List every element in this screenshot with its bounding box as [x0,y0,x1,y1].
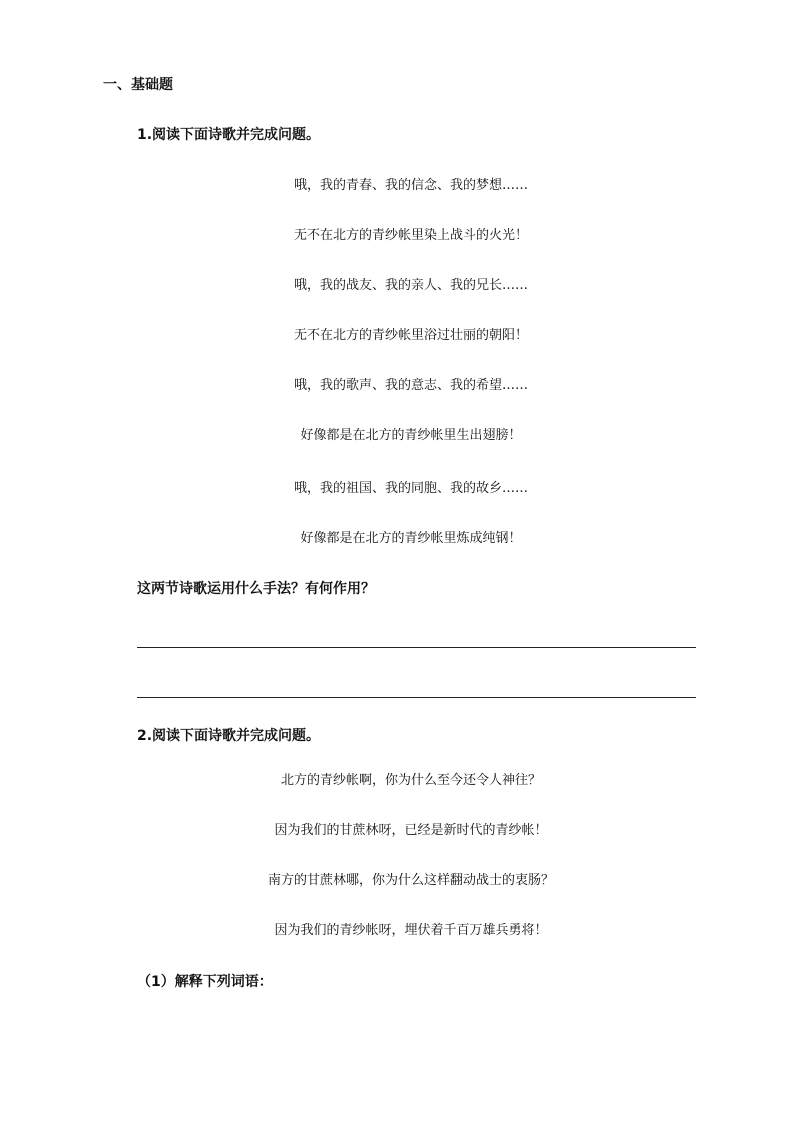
question-2-subquestion-1: （1）解释下列词语： [137,974,273,990]
poem-line: 因为我们的甘蔗林呀，已经是新时代的青纱帐！ [274,823,548,838]
poem-line: 哦，我的歌声、我的意志、我的希望…… [293,378,528,393]
poem-line: 无不在北方的青纱帐里染上战斗的火光！ [293,228,528,243]
question-1-title: 1.阅读下面诗歌并完成问题。 [137,127,321,143]
poem-line: 好像都是在北方的青纱帐里炼成纯钢！ [300,531,522,546]
poem-line: 哦，我的祖国、我的同胞、我的故乡…… [293,481,528,496]
question-2-title: 2.阅读下面诗歌并完成问题。 [137,728,321,744]
poem-line: 哦，我的战友、我的亲人、我的兄长…… [293,278,528,293]
poem-line: 哦，我的青春、我的信念、我的梦想…… [293,178,528,193]
poem-line: 南方的甘蔗林哪，你为什么这样翻动战士的衷肠？ [267,873,554,888]
poem-line: 无不在北方的青纱帐里浴过壮丽的朝阳！ [293,328,528,343]
poem-line: 好像都是在北方的青纱帐里生出翅膀！ [300,428,522,443]
answer-line-2[interactable] [137,697,696,698]
poem-line: 北方的青纱帐啊，你为什么至今还令人神往？ [280,773,541,788]
section-heading: 一、基础题 [103,77,173,93]
poem-line: 因为我们的青纱帐呀，埋伏着千百万雄兵勇将！ [274,923,548,938]
question-1-prompt: 这两节诗歌运用什么手法？有何作用？ [137,581,375,597]
answer-line-1[interactable] [137,647,696,648]
